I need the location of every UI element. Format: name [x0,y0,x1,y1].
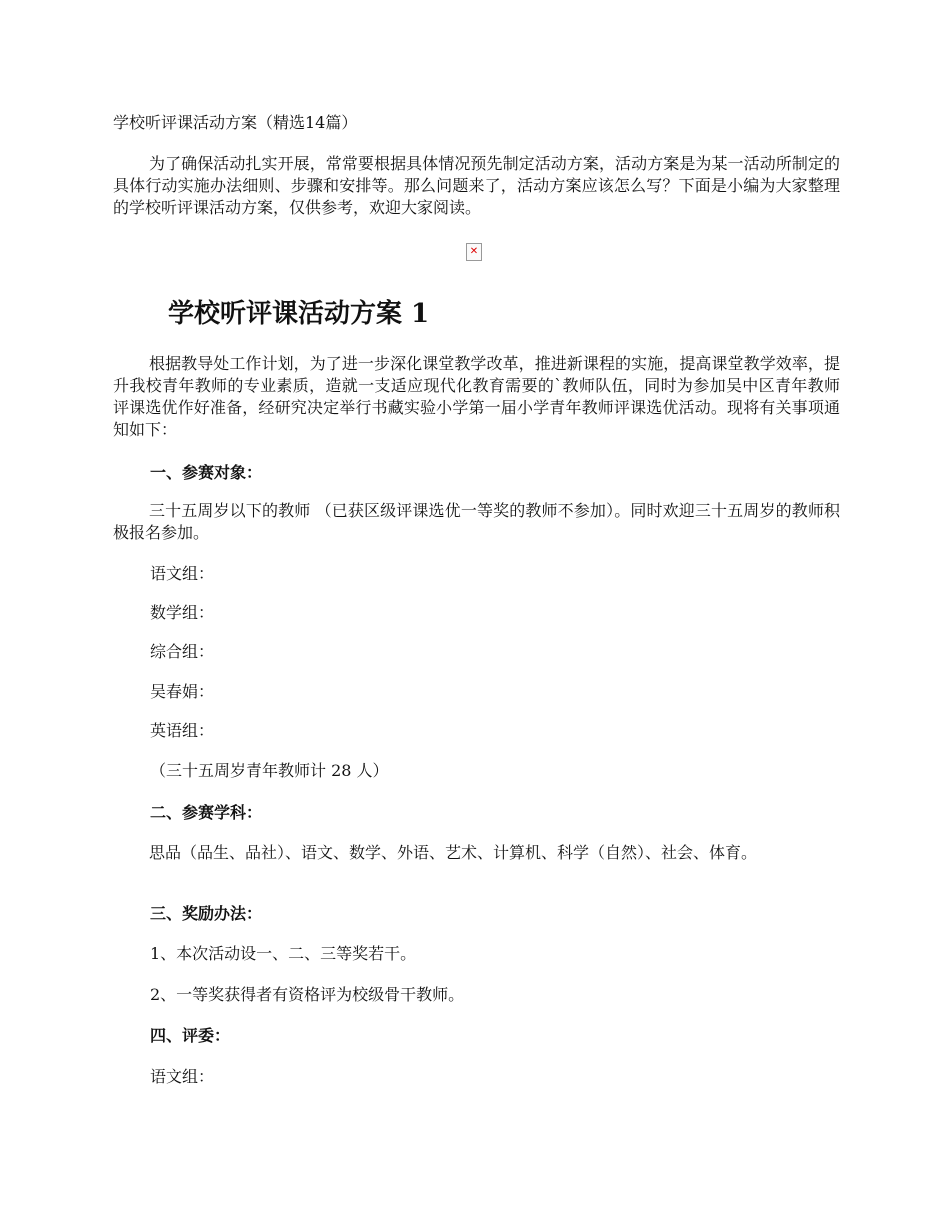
intro-paragraph: 为了确保活动扎实开展，常常要根据具体情况预先制定活动方案，活动方案是为某一活动所制定的具体行动实施办法细则、步骤和安排等。那么问题来了，活动方案应该怎么写？下面是小编为大家整理的学校听评课活动方案，仅供参考，欢迎大家阅读。 [113,154,840,217]
judges-chinese: 语文组： [150,1067,215,1086]
group-math: 数学组： [150,603,215,622]
group-general: 综合组： [150,642,215,661]
section-title: 学校听评课活动方案 1 [168,299,430,329]
award-item-2: 2、一等奖获得者有资格评为校级骨干教师。 [150,985,465,1004]
heading-judges: 四、评委： [150,1026,231,1045]
group-english: 英语组： [150,721,215,740]
broken-image-icon: ✕ [466,243,482,261]
subjects-paragraph: 思品（品生、品社）、语文、数学、外语、艺术、计算机、科学（自然）、社会、体育。 [149,843,758,862]
group-wu: 吴春娟： [150,682,215,701]
heading-participants: 一、参赛对象： [150,463,263,482]
award-item-1: 1、本次活动设一、二、三等奖若干。 [150,944,417,963]
group-chinese: 语文组： [150,564,215,583]
heading-subjects: 二、参赛学科： [150,803,263,822]
body-paragraph: 根据教导处工作计划，为了进一步深化课堂教学改革，推进新课程的实施，提高课堂教学效率，提升我校青年教师的专业素质，造就一支适应现代化教育需要的`教师队伍，同时为参加吴中区青年教师评课选优作好准备，经研究决定举行书藏实验小学第一届小学青年教师评课选优活动。现将有关事项通知如下： [113,354,840,439]
document-title: 学校听评课活动方案（精选14篇） [113,113,358,132]
heading-awards: 三、奖励办法： [150,904,263,923]
count-note: （三十五周岁青年教师计 28 人） [150,761,389,780]
participants-paragraph: 三十五周岁以下的教师 （已获区级评课选优一等奖的教师不参加）。同时欢迎三十五周岁的教师积极报名参加。 [113,501,840,542]
